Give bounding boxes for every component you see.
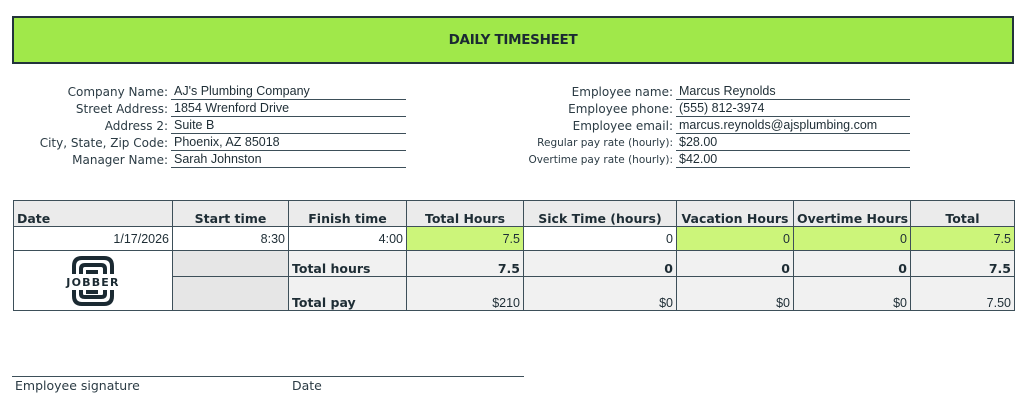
signature-date-label: Date	[292, 378, 322, 393]
address-2-row	[0, 117, 406, 134]
address-2-label: Address 2:	[104, 119, 168, 133]
employee-name-row	[500, 83, 910, 100]
company-name-label: Company Name:	[67, 85, 168, 99]
regular-pay-rate-label: Regular pay rate (hourly):	[537, 137, 673, 149]
city-state-zip-field[interactable]: Phoenix, AZ 85018	[171, 135, 406, 151]
street-address-field[interactable]: 1854 Wrenford Drive	[171, 101, 406, 117]
sum-overtime-hours: 0	[794, 251, 911, 277]
street-address-row	[0, 100, 406, 117]
employee-name-label: Employee name:	[571, 85, 673, 99]
pay-sick: $0	[524, 277, 677, 311]
overtime-hours-cell[interactable]: 0	[794, 227, 911, 251]
table-header-row	[14, 201, 1015, 227]
street-address-label: Street Address:	[75, 102, 168, 116]
header-overtime-hours: Overtime Hours	[794, 201, 911, 227]
city-state-zip-label: City, State, Zip Code:	[39, 136, 168, 150]
manager-name-field[interactable]: Sarah Johnston	[171, 152, 406, 168]
overtime-pay-rate-row	[500, 151, 910, 168]
pay-vacation: $0	[677, 277, 794, 311]
employee-phone-field[interactable]: (555) 812-3974	[676, 101, 910, 117]
header-total-hours: Total Hours	[407, 201, 524, 227]
empty-cell	[173, 251, 289, 277]
title-bar	[12, 16, 1014, 64]
sick-time-cell[interactable]: 0	[524, 227, 677, 251]
sum-total-hours: 7.5	[407, 251, 524, 277]
address-2-field[interactable]: Suite B	[171, 118, 406, 134]
employee-email-row	[500, 117, 910, 134]
company-name-row	[0, 83, 406, 100]
timesheet-table	[13, 200, 1015, 311]
employee-email-label: Employee email:	[572, 119, 673, 133]
regular-pay-rate-row	[500, 134, 910, 151]
pay-total: 7.50	[911, 277, 1015, 311]
employee-name-field[interactable]: Marcus Reynolds	[676, 84, 910, 100]
total-hours-row	[14, 251, 1015, 277]
employee-phone-row	[500, 100, 910, 117]
total-hours-cell[interactable]: 7.5	[407, 227, 524, 251]
sum-vacation-hours: 0	[677, 251, 794, 277]
header-date: Date	[14, 201, 173, 227]
pay-overtime: $0	[794, 277, 911, 311]
date-cell[interactable]: 1/17/2026	[14, 227, 173, 251]
finish-time-cell[interactable]: 4:00	[289, 227, 407, 251]
employee-phone-label: Employee phone:	[568, 102, 673, 116]
overtime-pay-rate-field[interactable]: $42.00	[676, 152, 910, 168]
company-name-field[interactable]: AJ's Plumbing Company	[171, 84, 406, 100]
sum-total: 7.5	[911, 251, 1015, 277]
manager-name-label: Manager Name:	[72, 153, 168, 167]
total-cell[interactable]: 7.5	[911, 227, 1015, 251]
table-row	[14, 227, 1015, 251]
sum-sick-hours: 0	[524, 251, 677, 277]
employee-email-field[interactable]: marcus.reynolds@ajsplumbing.com	[676, 118, 910, 134]
vacation-hours-cell[interactable]: 0	[677, 227, 794, 251]
logo-cell	[14, 251, 173, 311]
header-start-time: Start time	[173, 201, 289, 227]
regular-pay-rate-field[interactable]: $28.00	[676, 135, 910, 151]
header-sick-time: Sick Time (hours)	[524, 201, 677, 227]
total-pay-label: Total pay	[289, 277, 407, 311]
jobber-logo-icon	[62, 254, 124, 308]
logo-text: JOBBER	[66, 275, 120, 289]
manager-name-row	[0, 151, 406, 168]
header-total: Total	[911, 201, 1015, 227]
page-title: DAILY TIMESHEET	[448, 32, 578, 48]
header-finish-time: Finish time	[289, 201, 407, 227]
city-state-zip-row	[0, 134, 406, 151]
total-hours-label: Total hours	[289, 251, 407, 277]
start-time-cell[interactable]: 8:30	[173, 227, 289, 251]
header-vacation-hours: Vacation Hours	[677, 201, 794, 227]
overtime-pay-rate-label: Overtime pay rate (hourly):	[528, 154, 673, 166]
signature-line[interactable]	[12, 376, 524, 377]
employee-signature-label: Employee signature	[15, 378, 140, 393]
empty-cell	[173, 277, 289, 311]
pay-total-hours: $210	[407, 277, 524, 311]
